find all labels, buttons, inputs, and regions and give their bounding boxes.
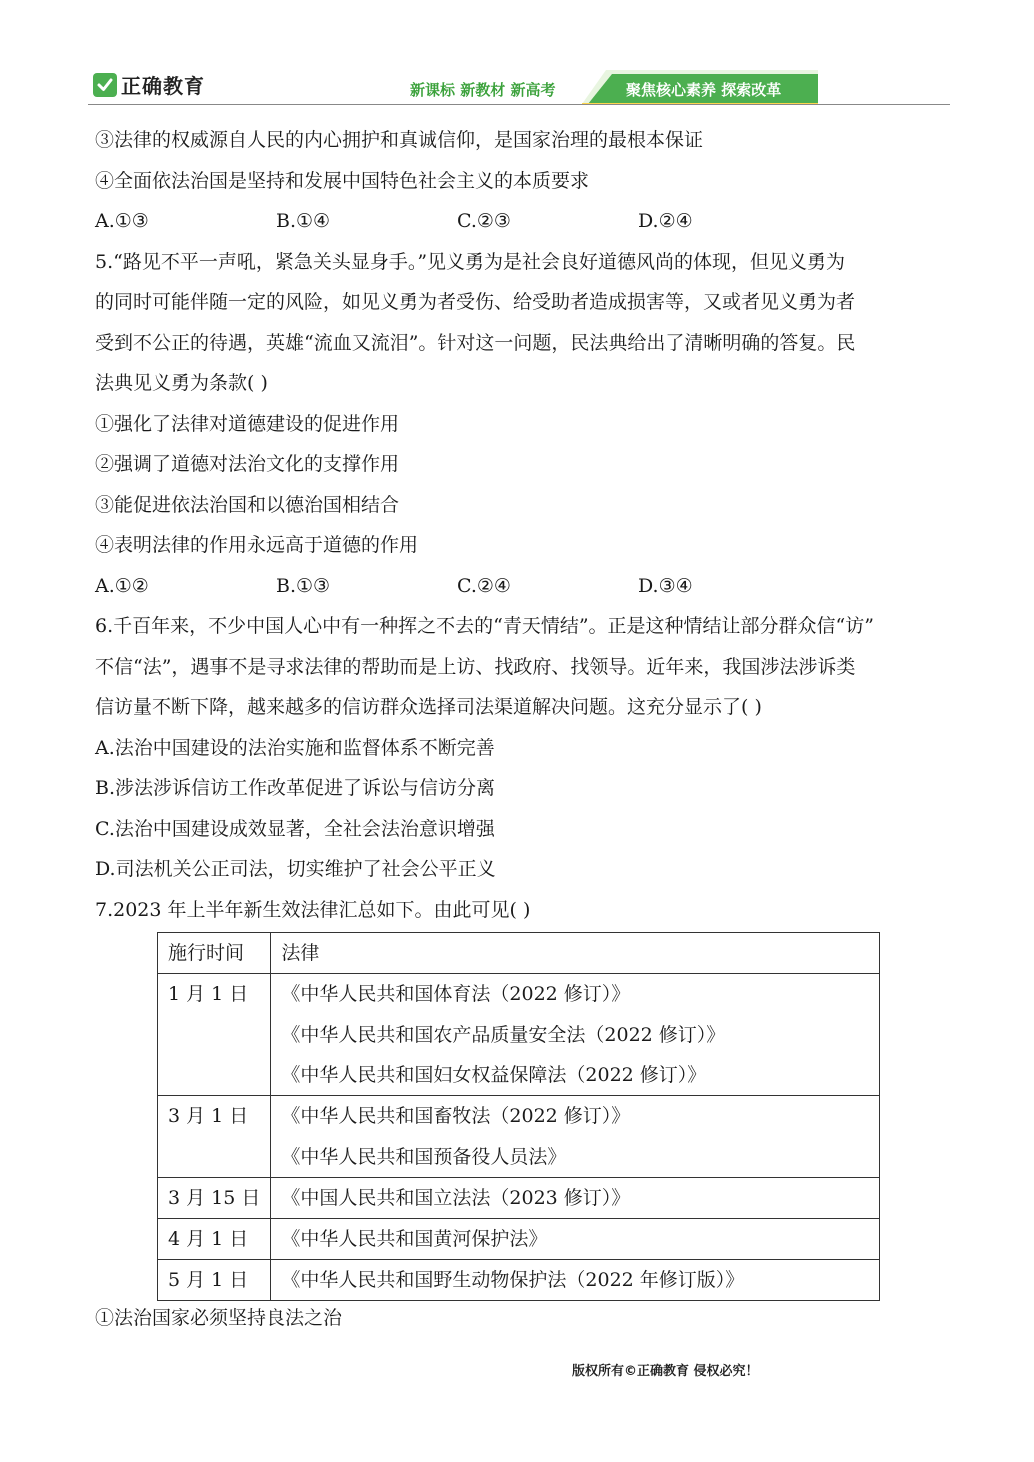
q7-stem-line: 7.2023 年上半年新生效法律汇总如下。由此可见( ) [95,898,531,921]
q6-stem-line: 6.千百年来，不少中国人心中有一种挥之不去的“青天情结”。正是这种情结让部分群众信“访” [95,615,874,637]
q5-statement-1: ①强化了法律对道德建设的促进作用 [95,412,400,435]
question-content [95,124,940,934]
logo-text: 正确教育 [121,74,205,98]
page-header [0,0,1034,110]
table-row [158,1177,880,1218]
option-c: C.②③ [457,210,511,232]
q5-statement-3: ③能促进依法治国和以德治国相结合 [95,493,400,516]
slogan-right: 聚焦核心素养 探索改革 [626,81,782,99]
checkmark-icon [93,73,117,97]
option-b: B.①④ [276,210,331,232]
q6-option-a: A.法治中国建设的法治实施和监督体系不断完善 [95,736,495,759]
table-row [158,974,880,1096]
q5-statement-2: ②强调了道德对法治文化的支撑作用 [95,453,400,475]
option-d: D.③④ [638,574,693,597]
q4-options [95,205,940,246]
q5-stem-line: 5.“路见不平一声吼，紧急关头显身手。”见义勇为是社会良好道德风尚的体现，但见义勇为 [95,250,846,273]
table-header: 法律 [271,933,880,974]
option-b: B.①③ [276,574,331,597]
law-item: 《中华人民共和国预备役人员法》 [281,1145,567,1168]
law-item: 《中国人民共和国立法法（2023 修订）》 [281,1186,631,1209]
table-cell-date: 5 月 1 日 [158,1259,271,1300]
table-row [158,1096,880,1178]
q6-option-d: D.司法机关公正司法，切实维护了社会公平正义 [95,858,496,880]
option-c: C.②④ [457,574,511,597]
table-cell-laws [271,1096,880,1178]
table-header: 施行时间 [158,933,271,974]
option-a: A.①③ [95,210,149,232]
table-cell-date: 1 月 1 日 [158,974,271,1096]
table-cell-date: 4 月 1 日 [158,1218,271,1259]
table-cell-laws [271,1177,880,1218]
table-cell-laws [271,1218,880,1259]
table-cell-laws [271,974,880,1096]
statement-4: ④全面依法治国是坚持和发展中国特色社会主义的本质要求 [95,169,590,192]
laws-table [157,932,880,1301]
q6-stem-line: 不信“法”，遇事不是寻求法律的帮助而是上访、找政府、找领导。近年来，我国涉法涉诉类 [95,655,856,678]
table-row [158,1259,880,1300]
law-item: 《中华人民共和国体育法（2022 修订）》 [281,983,631,1005]
slogan-left: 新课标 新教材 新高考 [410,81,556,99]
law-item: 《中华人民共和国妇女权益保障法（2022 修订）》 [281,1064,707,1086]
header-divider [88,104,950,105]
table-cell-date: 3 月 15 日 [158,1177,271,1218]
q5-stem-line: 受到不公正的待遇，英雄“流血又流泪”。针对这一问题，民法典给出了清晰明确的答复。民 [95,331,856,354]
q5-stem-line: 的同时可能伴随一定的风险，如见义勇为者受伤、给受助者造成损害等，又或者见义勇为者 [95,291,856,313]
statement-3: ③法律的权威源自人民的内心拥护和真诚信仰，是国家治理的最根本保证 [95,129,704,151]
q6-option-c: C.法治中国建设成效显著，全社会法治意识增强 [95,817,495,840]
q5-statement-4: ④表明法律的作用永远高于道德的作用 [95,534,419,556]
option-d: D.②④ [638,210,693,232]
table-header-row [158,933,880,974]
option-a: A.①② [95,574,149,597]
law-item: 《中华人民共和国农产品质量安全法（2022 修订）》 [281,1023,726,1046]
table-cell-date: 3 月 1 日 [158,1096,271,1178]
q5-stem-line: 法典见义勇为条款( ) [95,372,268,394]
table-row [158,1218,880,1259]
q7-statement-1: ①法治国家必须坚持良法之治 [95,1307,343,1329]
law-item: 《中华人民共和国畜牧法（2022 修订）》 [281,1105,631,1127]
law-item: 《中华人民共和国野生动物保护法（2022 年修订版）》 [281,1268,745,1291]
q6-stem-line: 信访量不断下降，越来越多的信访群众选择司法渠道解决问题。这充分显示了( ) [95,696,762,718]
logo [93,70,205,99]
q6-option-b: B.涉法涉诉信访工作改革促进了诉讼与信访分离 [95,777,496,799]
law-item: 《中华人民共和国黄河保护法》 [281,1227,548,1250]
copyright-footer: 版权所有©正确教育 侵权必究！ [572,1364,759,1379]
q5-options [95,570,940,611]
table-cell-laws [271,1259,880,1300]
